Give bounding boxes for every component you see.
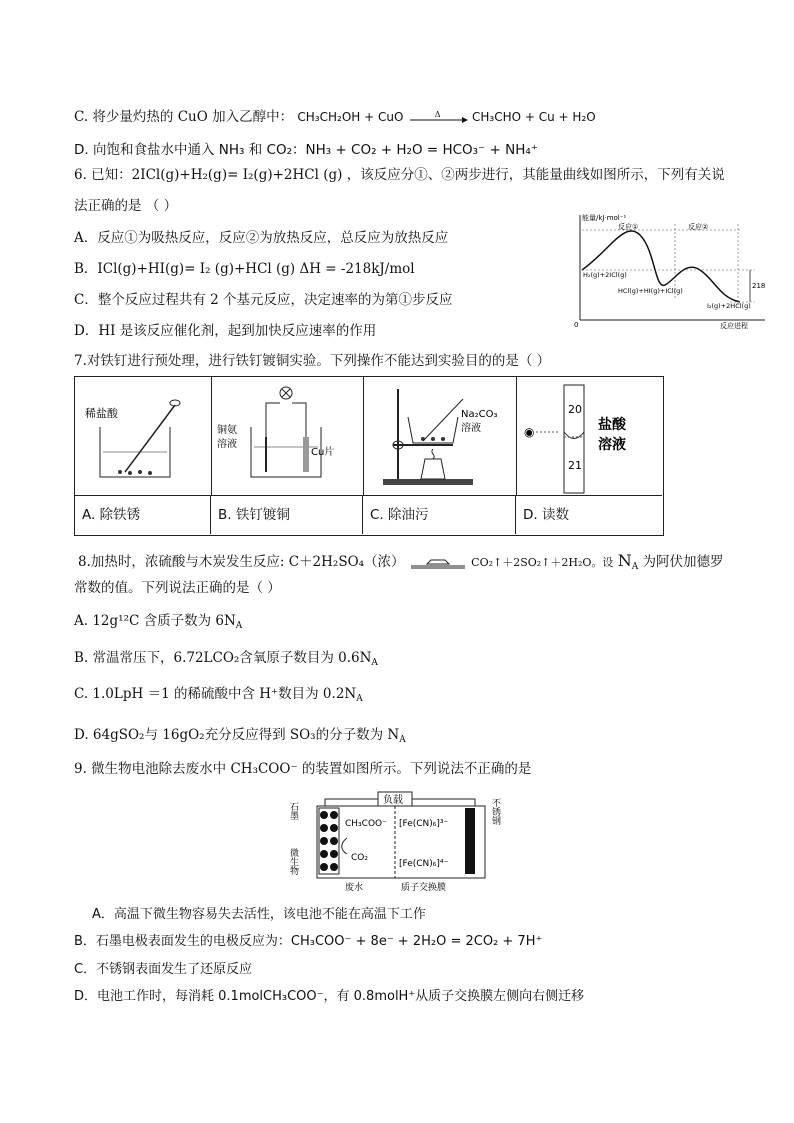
q7-cell-a-figure <box>75 377 212 495</box>
diagram-co2: CO₂ <box>351 853 368 863</box>
q5-option-d: D. 向饱和食盐水中通入 NH₃ 和 CO₂：NH₃ + CO₂ + H₂O = HCO₃⁻ + NH₄⁺ <box>74 142 538 158</box>
q7-a-note: 稀盐酸 <box>85 407 118 420</box>
q8-stem-line2: 常数的值。下列说法正确的是（ ） <box>74 580 281 596</box>
q8-a-text: A. 12g¹²C 含质子数为 6N <box>74 613 236 629</box>
q7-experiment-table <box>74 376 664 536</box>
q9-option-b: B．石墨电极表面发生的电极反应为：CH₃COO⁻ + 8e⁻ + 2H₂O = 2CO₂ + 7H⁺ <box>74 934 543 949</box>
graph-ylabel: 能量/kJ·mol⁻¹ <box>582 214 627 222</box>
q8-a-sub: A <box>235 621 243 631</box>
q8-stem-1a: 8.加热时，浓硫酸与木炭发生反应: C＋2H₂SO₄（浓） <box>78 554 405 570</box>
q8-c-sub: A <box>356 694 363 704</box>
graph-products: I₂(g)+2HCl(g) <box>707 302 751 310</box>
q5-c-eq-right: CH₃CHO + Cu + H₂O <box>472 110 596 124</box>
q7-d-note2: 溶液 <box>598 437 626 453</box>
q9-option-d: D．电池工作时，每消耗 0.1molCH₃COO⁻，有 0.8molH⁺从质子交换膜左侧向右侧迁移 <box>74 989 585 1004</box>
q7-d-tick1: 20 <box>568 403 582 416</box>
q7-c-note2: 溶液 <box>461 423 481 434</box>
q5-c-prefix: C. 将少量灼热的 CuO 加入乙醇中： <box>74 109 294 125</box>
graph-xlabel: 反应进程 <box>720 322 748 330</box>
graph-origin: 0 <box>574 321 579 329</box>
diagram-microbe: 微生物 <box>288 848 298 875</box>
heat-equals-sign <box>409 557 467 569</box>
q8-stem-line1 <box>78 552 724 576</box>
q8-b-text: B. 常温常压下，6.72LCO₂含氧原子数目为 0.6N <box>74 650 372 666</box>
q8-c-text: C. 1.0LpH ＝1 的稀硫酸中含 H⁺数目为 0.2N <box>74 686 357 702</box>
q7-cell-c-figure <box>363 377 517 495</box>
q5-option-c <box>74 108 596 126</box>
q9-stem: 9. 微生物电池除去废水中 CH₃COO⁻ 的装置如图所示。下列说法不正确的是 <box>74 761 532 777</box>
q7-cell-b-figure <box>211 377 364 495</box>
q8-option-d <box>74 726 406 749</box>
q8-option-a <box>74 612 242 635</box>
diagram-acetate: CH₃COO⁻ <box>345 819 387 829</box>
q7-c-note1: Na₂CO₃ <box>461 409 498 420</box>
diagram-steel: 不锈钢 <box>490 798 500 825</box>
q7-option-b: B. 铁钉镀铜 <box>211 495 363 534</box>
graph-step2: 反应② <box>688 223 709 231</box>
q8-b-sub: A <box>371 658 378 668</box>
q7-d-note1: 盐酸 <box>598 417 626 433</box>
graph-step1: 反应① <box>618 223 639 231</box>
q6-option-d: D．HI 是该反应催化剂，起到加快反应速率的作用 <box>74 323 377 339</box>
microbial-cell-diagram <box>285 788 510 896</box>
svg-text:◉: ◉ <box>524 425 535 439</box>
graph-delta: 218 <box>752 282 766 290</box>
q7-stem: 7.对铁钉进行预处理，进行铁钉镀铜实验。下列操作不能达到实验目的的是（ ） <box>74 353 551 369</box>
q6-option-a: A．反应①为吸热反应，反应②为放热反应，总反应为放热反应 <box>74 230 449 246</box>
q8-d-sub: A <box>399 735 406 745</box>
q9-option-a: A．高温下微生物容易失去活性，该电池不能在高温下工作 <box>92 907 426 922</box>
graph-intermediate: HCl(g)+HI(g)+ICl(g) <box>618 287 683 295</box>
q8-option-b <box>74 649 378 672</box>
diagram-load: 负载 <box>383 795 403 806</box>
q6-option-b: B．ICl(g)+HI(g)= I₂ (g)+HCl (g) ΔH = -218kJ/mol <box>74 261 415 277</box>
q8-d-text: D. 64gSO₂与 16gO₂充分反应得到 SO₃的分子数为 N <box>74 727 400 743</box>
q8-stem-1b: CO₂↑＋2SO₂↑＋2H₂O。设 <box>471 556 614 569</box>
graph-reactants: H₂(g)+2ICl(g) <box>583 271 627 279</box>
q9-option-c: C．不锈钢表面发生了还原反应 <box>74 962 253 977</box>
reaction-arrow <box>408 111 468 125</box>
diagram-graphite: 石墨 <box>288 802 298 820</box>
q7-b-note2: 溶液 <box>217 439 237 450</box>
q7-option-c: C. 除油污 <box>363 495 516 534</box>
q7-b-note3: Cu片 <box>311 447 335 458</box>
q6-stem-line1: 6. 已知：2ICl(g)+H₂(g)= I₂(g)+2HCl (g) ，该反应分①、②两步进行，其能量曲线如图所示，下列有关说 <box>74 167 725 183</box>
q6-stem-line2: 法正确的是 （ ） <box>74 198 178 214</box>
diagram-membrane: 质子交换膜 <box>401 883 447 893</box>
diagram-fe3: [Fe(CN)₆]³⁻ <box>399 819 449 829</box>
q5-c-eq-left: CH₃CH₂OH + CuO <box>297 110 404 124</box>
q7-d-tick2: 21 <box>568 459 582 472</box>
q6-option-c: C．整个反应过程共有 2 个基元反应，决定速率的为第①步反应 <box>74 292 453 308</box>
q7-option-d: D. 读数 <box>516 495 662 534</box>
na-symbol: N <box>617 551 632 570</box>
diagram-waste: 废水 <box>345 883 364 893</box>
q8-stem-1c: 为阿伏加德罗 <box>642 554 724 570</box>
q7-b-note1: 铜氨 <box>217 425 237 436</box>
na-subscript: A <box>631 562 639 572</box>
heat-condition: Δ <box>434 109 441 119</box>
energy-profile-graph <box>570 210 770 330</box>
diagram-fe4: [Fe(CN)₆]⁴⁻ <box>399 859 449 869</box>
q7-cell-d-figure <box>516 377 662 495</box>
q8-option-c <box>74 685 363 708</box>
q7-option-a: A. 除铁锈 <box>75 495 211 534</box>
